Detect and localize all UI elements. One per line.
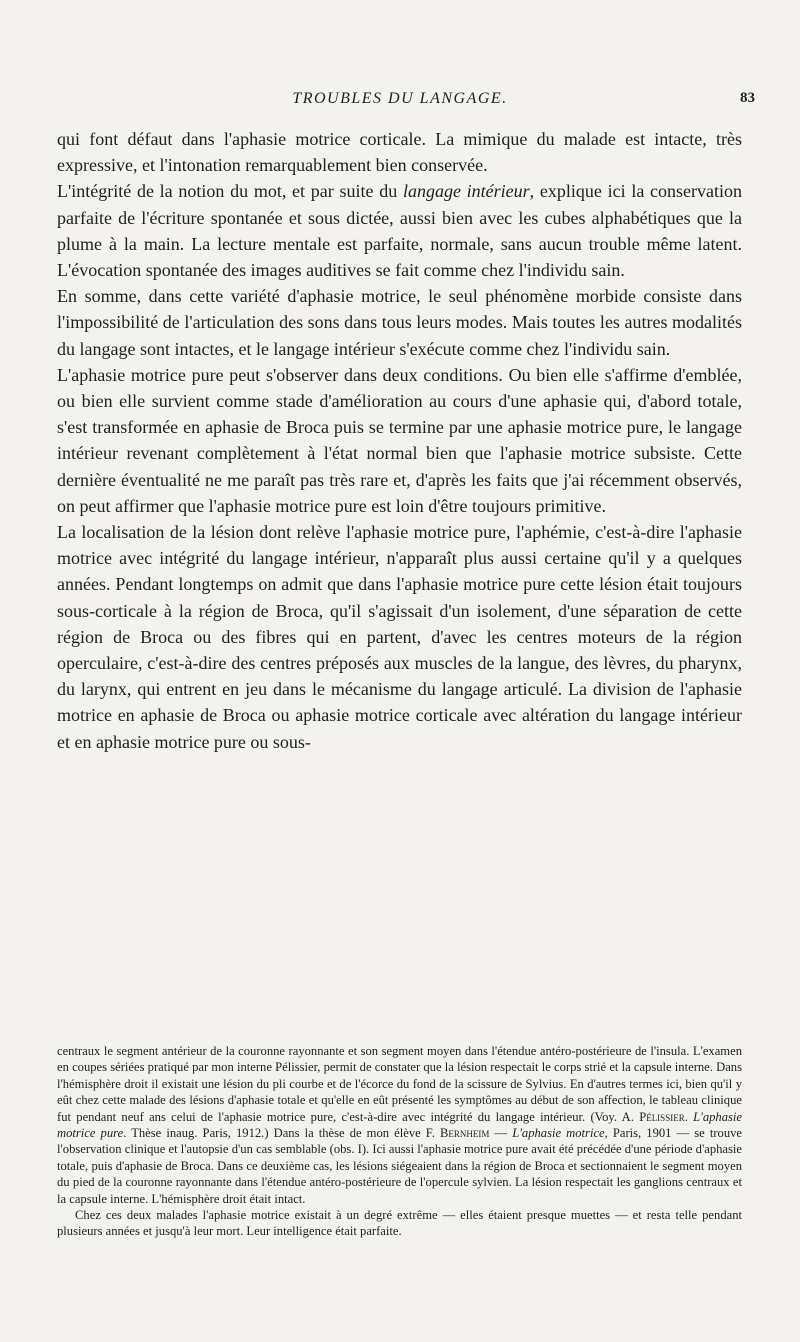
page-header [0,90,800,114]
title-aphasie-motrice-pure: L'aphasie motrice pure [57,1109,743,1141]
paragraph-5: La localisation de la lésion dont relève l'aphasie motrice pure, l'aphémie, c'est-à-dire l'aphasie motrice avec intégrité du langage intérieur, n'apparaît plus aussi certaine qu'il y a quelques années. Pendant longtemps on admit que dans l'aphasie motrice pure cette lésion était toujours sous-corticale à la région de Broca, qu'il s'agissait d'un isolement, d'une séparation de cette région de Broca ou des fibres qui en partent, d'avec les centres moteurs de la région operculaire, c'est-à-dire des centres préposés aux muscles de la langue, des lèvres, du pharynx, du larynx, qui entrent en jeu dans le mécanisme du langage articulé. La division de l'aphasie motrice en aphasie de Broca ou aphasie motrice corticale avec altération du langage intérieur et en aphasie motrice pure ou sous- [57,522,742,752]
footnote-sep-2: — [489,1126,513,1141]
footnote-paragraph-2: Chez ces deux malades l'aphasie motrice existait à un degré extrême — elles étaient presque muettes — et resta telle pendant plusieurs années et jusqu'à leur mort. Leur intelligence était parfaite. [57,1208,742,1239]
footnote-text-b: . Thèse inaug. Paris, 1912.) Dans la thèse de mon élève F. [123,1126,441,1141]
paragraph-1: qui font défaut dans l'aphasie motrice corticale. La mimique du malade est intacte, très expressive, et l'intonation remarquablement bien conservée. [57,129,742,176]
main-text [57,126,742,755]
running-title: TROUBLES DU LANGAGE. [292,90,508,107]
emphasis-langage-interieur: langage intérieur [402,181,530,202]
footnote [57,1043,742,1240]
paragraph-2 [57,178,742,283]
paragraph-2-start: L'intégrité de la notion du mot, et par suite du [57,181,403,202]
footnote-paragraph-1 [57,1043,742,1207]
title-aphasie-motrice: L'aphasie motrice [512,1126,605,1141]
author-pelissier: Pélissier [639,1109,685,1124]
paragraph-4: L'aphasie motrice pure peut s'observer dans deux conditions. Ou bien elle s'affirme d'emblée, ou bien elle survient comme stade d'amélioration au cours d'une aphasie qui, d'abord totale, s'est transformée en aphasie de Broca puis se termine par une aphasie motrice pure, le langage intérieur revenant complètement à l'état normal bien que l'aphasie motrice subsiste. Cette dernière éventualité ne me paraît pas très rare et, d'après les faits que j'ai récemment observés, on peut affirmer que l'aphasie motrice pure est loin d'être toujours primitive. [57,364,742,516]
footnote-text-a: centraux le segment antérieur de la couronne rayonnante et son segment moyen dans l'étendue antéro-postérieure de l'insula. L'examen en coupes sériées pratiqué par mon interne Pélissier, permit de constater que la lésion respectait le corps strié et la capsule interne. Dans l'hémisphère droit il existait une lésion du pli courbe et de l'écorce du fond de la scissure de Sylvius. En d'autres termes ici, bien qu'il y eût chez cette malade des lésions d'aphasie totale et qu'elle en eût présenté les symptômes au début de son affection, le tableau clinique fut pendant neuf ans celui de l'aphasie motrice pure, c'est-à-dire avec intégrité du langage intérieur. (Voy. A. [57,1044,742,1124]
footnote-sep-1: . [684,1109,694,1124]
author-bernheim: Bernheim [440,1126,490,1141]
page-number: 83 [740,90,755,106]
paragraph-2-rest: , explique ici la conservation parfaite de l'écriture spontanée et sous dictée, aussi bien avec les cubes alphabétiques que la plume à la main. La lecture mentale est parfaite, normale, sans aucun trouble même latent. L'évocation spontanée des images auditives se fait comme chez l'individu sain. [57,181,743,281]
paragraph-3: En somme, dans cette variété d'aphasie motrice, le seul phénomène morbide consiste dans l'impossibilité de l'articulation des sons dans tous leurs modes. Mais toutes les autres modalités du langage sont intactes, et le langage intérieur s'exécute comme chez l'individu sain. [57,286,742,359]
footnote-text-c: , Paris, 1901 — se trouve l'observation clinique et l'autopsie d'un cas semblable (obs. I). Ici aussi l'aphasie motrice pure avait été précédée d'une période d'aphasie totale, puis d'aphasie de Broca. Dans ce deuxième cas, les lésions siégeaient dans la région de Broca et sectionnaient le segment moyen du pied de la couronne rayonnante dans l'étendue antéro-postérieure de l'opercule sylvien. La lésion respectait les ganglions centraux et la capsule interne. L'hémisphère droit était intact. [57,1126,742,1206]
